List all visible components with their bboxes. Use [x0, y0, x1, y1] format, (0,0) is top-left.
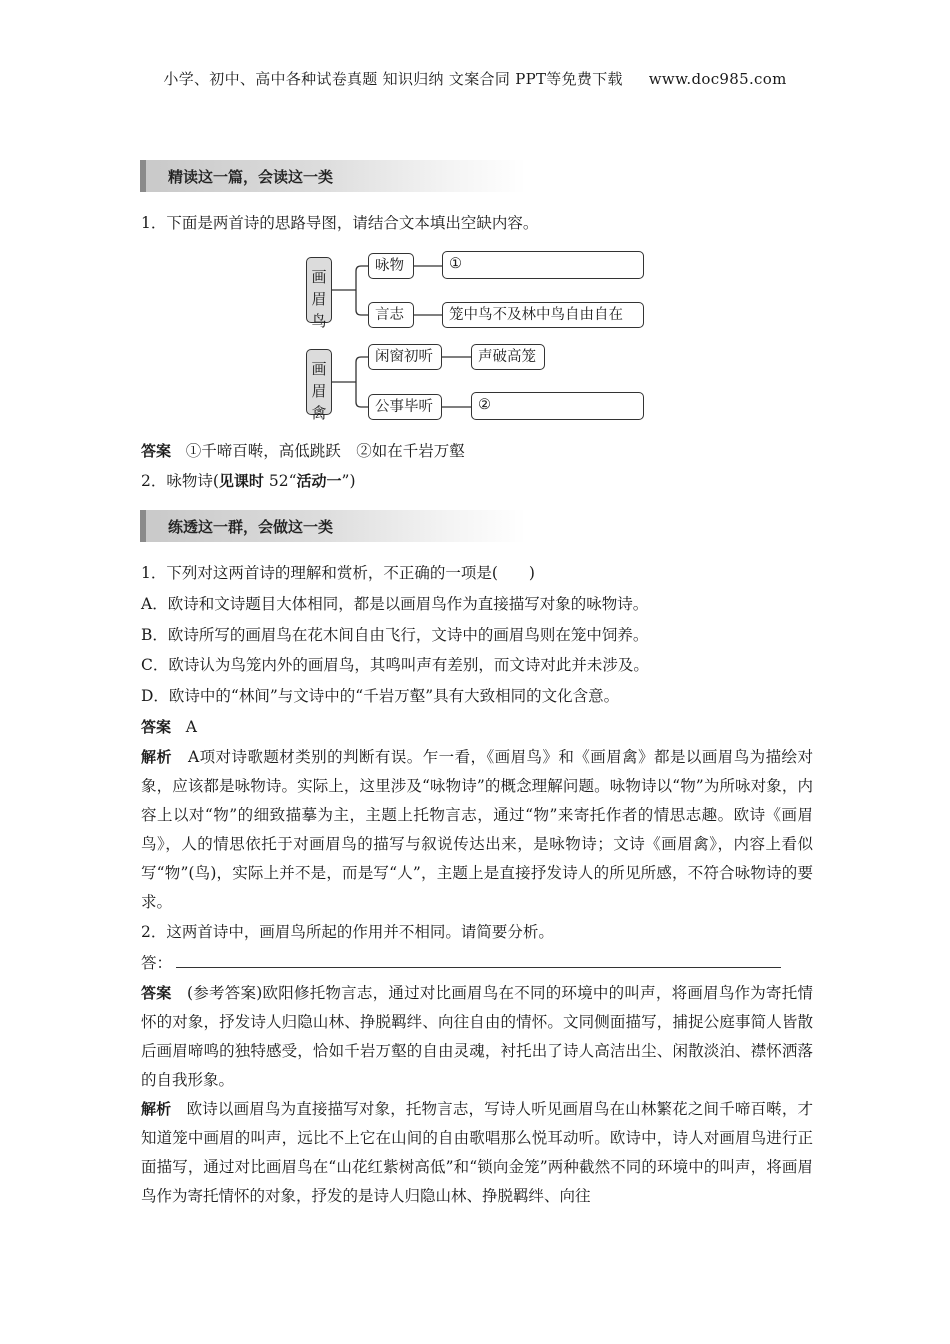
mc-option-d: D．欧诗中的“林间”与文诗中的“千岩万壑”具有大致相同的文化含意。 — [141, 687, 620, 705]
header-site: www.doc985.com — [648, 70, 787, 88]
diagram-title-char: 画 — [311, 360, 327, 378]
answer-input-line[interactable] — [176, 953, 781, 968]
diagram-blank-1: ① — [442, 251, 644, 279]
question-1-text: 1．下面是两首诗的思路导图，请结合文本填出空缺内容。 — [141, 214, 539, 232]
q2-bold: 见课时 — [218, 472, 264, 490]
mc-analysis-label: 解析 — [141, 748, 172, 766]
diagram-title-huameiniao — [306, 257, 332, 330]
answer-1 — [141, 441, 813, 461]
diagram-node-shengpo: 声破高笼 — [471, 344, 545, 370]
diagram-title-char: 鸟 — [311, 312, 327, 330]
mc-analysis — [141, 743, 813, 917]
diagram-title-huameiqin — [306, 349, 332, 422]
q2-middle: 52“ — [263, 472, 297, 490]
diagram-node-gongshi: 公事毕听 — [368, 394, 442, 420]
mc-answer-label: 答案 — [141, 718, 172, 736]
sq-answer-label: 答案 — [141, 984, 172, 1002]
mc-option-a: A．欧诗和文诗题目大体相同，都是以画眉鸟作为直接描写对象的咏物诗。 — [141, 595, 649, 613]
mc-option-b: B．欧诗所写的画眉鸟在花木间自由飞行，文诗中的画眉鸟则在笼中饲养。 — [141, 626, 649, 644]
q2-suffix: ”) — [341, 472, 356, 490]
section-title-1: 精读这一篇，会读这一类 — [168, 168, 334, 186]
diagram-blank-2: ② — [471, 392, 644, 420]
sq-answer-text: (参考答案)欧阳修托物言志，通过对比画眉鸟在不同的环境中的叫声，将画眉鸟作为寄托情怀的对象，抒发诗人归隐山林、挣脱羁绊、向往自由的情怀。文同侧面描写，捕捉公庭事简人皆散后画眉啼鸣的独特感受，恰如千岩万壑的自由灵魂，衬托出了诗人高洁出尘、闲散淡泊、襟怀洒落的自我形象。 — [141, 984, 813, 1089]
mc-answer — [141, 717, 813, 737]
sq-analysis-text: 欧诗以画眉鸟为直接描写对象，托物言志，写诗人听见画眉鸟在山林繁花之间千啼百啭，才知道笼中画眉的叫声，远比不上它在山间的自由歌唱那么悦耳动听。欧诗中，诗人对画眉鸟进行正面描写，通过对比画眉鸟在“山花红紫树高低”和“锁向金笼”两种截然不同的环境中的叫声，将画眉鸟作为寄托情怀的对象，抒发的是诗人归隐山林、挣脱羁绊、向往 — [141, 1100, 813, 1205]
diagram-title-char: 眉 — [311, 382, 327, 400]
mc-answer-value: A — [185, 718, 197, 736]
diagram-title-char: 禽 — [311, 404, 327, 422]
diagram-node-xianchuang: 闲窗初听 — [368, 344, 442, 370]
mc-analysis-text: A项对诗歌题材类别的判断有误。乍一看，《画眉鸟》和《画眉禽》都是以画眉鸟为描绘对象，应该都是咏物诗。实际上，这里涉及“咏物诗”的概念理解问题。咏物诗以“物”为所咏对象，内容上以对“物”的细致描摹为主，主题上托物言志，通过“物”来寄托作者的情思志趣。欧诗《画眉鸟》，人的情思依托于对画眉鸟的描写与叙说传达出来，是咏物诗；文诗《画眉禽》，内容上看似写“物”(鸟)，实际上并不是，而是写“人”，主题上是直接抒发诗人的所见所感，不符合咏物诗的要求。 — [141, 748, 813, 911]
diagram-node-yongwu: 咏物 — [368, 253, 414, 279]
mc-option-c: C．欧诗认为鸟笼内外的画眉鸟，其鸣叫声有差别，而文诗对此并未涉及。 — [141, 656, 649, 674]
answer-text: ①千啼百啭，高低跳跃 ②如在千岩万壑 — [185, 442, 465, 460]
sq-analysis-label: 解析 — [141, 1100, 172, 1118]
sq-answer-prefix: 答： — [141, 954, 173, 972]
diagram-node-yanzhi: 言志 — [368, 302, 414, 328]
sq-answer-blank — [141, 953, 813, 973]
sq-analysis — [141, 1095, 813, 1211]
sq-answer — [141, 979, 813, 1095]
q2-prefix: 2．咏物诗( — [141, 472, 219, 490]
sq-question: 2．这两首诗中，画眉鸟所起的作用并不相同。请简要分析。 — [141, 923, 554, 941]
section-bar-2 — [140, 510, 526, 542]
q2-bold2: 活动一 — [296, 472, 342, 490]
header-text: 小学、初中、高中各种试卷真题 知识归纳 文案合同 PPT等免费下载 — [163, 70, 623, 88]
mc-question: 1．下列对这两首诗的理解和赏析，不正确的一项是( ) — [141, 564, 535, 582]
section-title-2: 练透这一群，会做这一类 — [168, 518, 334, 536]
question-2-ref — [141, 471, 813, 491]
diagram-node-cage-bird: 笼中鸟不及林中鸟自由自在 — [442, 302, 644, 328]
diagram-title-char: 画 — [311, 268, 327, 286]
answer-label: 答案 — [141, 442, 172, 460]
diagram-title-char: 眉 — [311, 290, 327, 308]
